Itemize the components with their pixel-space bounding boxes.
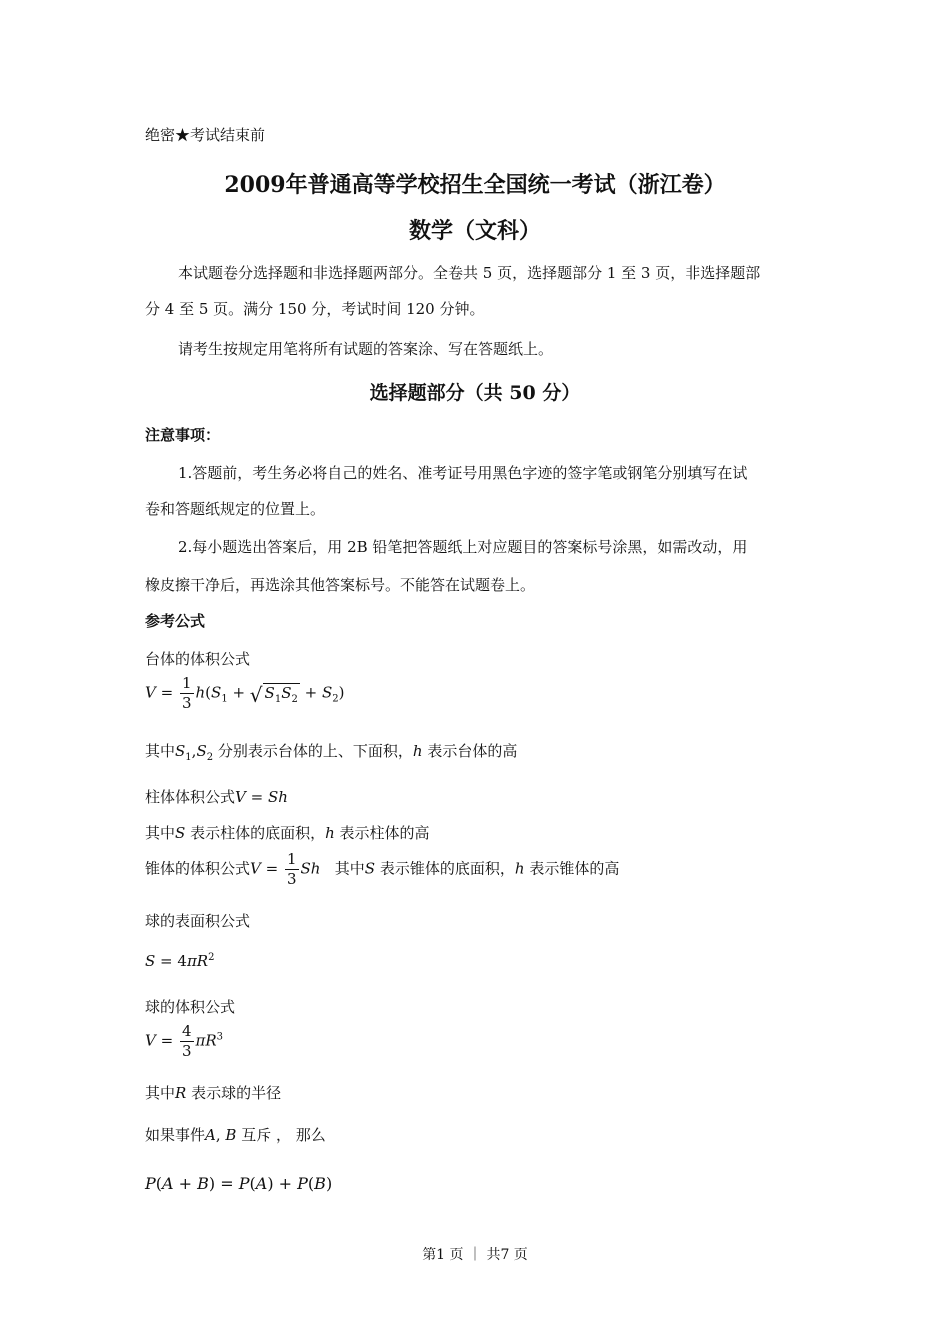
formulas-heading: 参考公式 (145, 612, 206, 630)
prism-formula: 柱体体积公式V = Sh (145, 788, 288, 806)
events-statement: 如果事件A, B 互斥 ， 那么 (145, 1126, 326, 1144)
probability-formula: P(A + B) = P(A) + P(B) (145, 1174, 333, 1193)
radius-desc: 其中R 表示球的半径 (145, 1084, 282, 1102)
page-footer: 第1 页 ｜ 共7 页 (422, 1247, 528, 1263)
sphere-area-label: 球的表面积公式 (145, 912, 251, 930)
sphere-volume-label: 球的体积公式 (145, 998, 236, 1016)
exam-subtitle: 数学（文科） (408, 218, 541, 244)
exam-title: 2009年普通高等学校招生全国统一考试（浙江卷） (224, 172, 726, 198)
intro-line-1: 本试题卷分选择题和非选择题两部分。全卷共 5 页，选择题部分 1 至 3 页，非选择题部 (178, 264, 761, 282)
note-1-line-1: 1.答题前，考生务必将自己的姓名、准考证号用黑色字迹的签字笔或钢笔分别填写在试 (178, 464, 748, 482)
note-1-line-2: 卷和答题纸规定的位置上。 (145, 500, 326, 518)
intro-line-2: 分 4 至 5 页。满分 150 分，考试时间 120 分钟。 (145, 300, 485, 318)
sphere-area-formula: $S = 4\pi R^2$ (145, 952, 215, 970)
frustum-formula: V = $\frac{1}{3}$ $h(S_1$ + √ $S_1S_2$ + $S_2$) (145, 674, 345, 712)
cone-formula: 锥体的体积公式V = $\frac{1}{3}$ Sh 其中S 表示锥体的底面积，h 表示锥体的高 (145, 850, 620, 888)
note-2-line-2: 橡皮擦干净后，再选涂其他答案标号。不能答在试题卷上。 (145, 576, 536, 594)
sphere-volume-formula: V = $\frac{4}{3}$ $\pi R^3$ (145, 1022, 224, 1060)
notes-heading: 注意事项： (145, 426, 221, 444)
note-2-line-1: 2.每小题选出答案后，用 2B 铅笔把答题纸上对应题目的答案标号涂黑，如需改动，用 (178, 538, 748, 556)
intro-line-3: 请考生按规定用笔将所有试题的答案涂、写在答题纸上。 (178, 340, 554, 358)
secret-label: 绝密★考试结束前 (145, 126, 266, 144)
prism-desc: 其中S 表示柱体的底面积，h 表示柱体的高 (145, 824, 430, 842)
frustum-desc: 其中$S_1,S_2$ 分别表示台体的上、下面积，h 表示台体的高 (145, 742, 518, 763)
section-title: 选择题部分（共 50 分） (369, 382, 581, 404)
frustum-label: 台体的体积公式 (145, 650, 251, 668)
